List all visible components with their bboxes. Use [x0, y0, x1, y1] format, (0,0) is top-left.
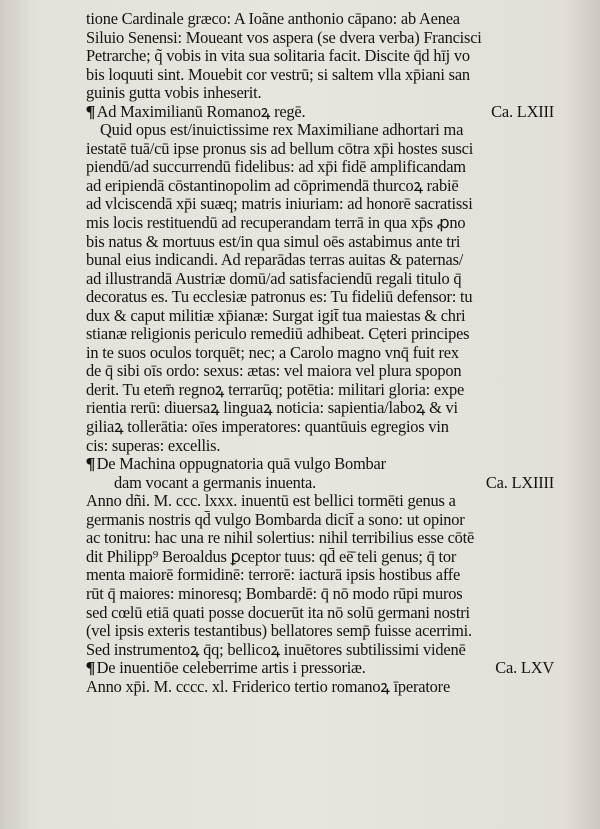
text-column: [86, 10, 562, 696]
text-line: rūt q̄ maiores: minoresq; Bombardē: q̄ nō modo rūpi muros: [86, 584, 463, 603]
text-line: derit. Tu etem̄ regnoꝝ terrarūq; potētia: militari gloria: expe: [86, 380, 465, 399]
chapter-number: Ca. LXIIII: [485, 472, 554, 492]
text-line: dit Philipp⁹ Beroaldus ꝑceptor tuus: qd̄ eē̄ teli genus; q̄ tor: [86, 547, 457, 566]
text-line: sed cœlū etiā quati posse docuerūt ita nō solū germani nostri: [86, 603, 470, 622]
text-line: bunal eius indicandi. Ad reparādas terras auitas & paternas/: [86, 251, 464, 270]
text-line: in te suos oculos torquēt; nec; a Carolo magno vnq̄ fuit rex: [86, 343, 459, 362]
text-line: Anno dñi. M. ccc. lxxx. inuentū est bellici tormēti genus a: [86, 492, 456, 511]
pilcrow-icon: ¶: [85, 454, 96, 474]
chapter-number: Ca. LXV: [495, 658, 554, 678]
text-line: Sed instrumentoꝝ q̄q; bellicoꝝ inuētores subtilissimi videnē: [86, 640, 466, 659]
text-line: (vel ipsis exteris testantibus) bellatores semp̄ fuisse acerrimi.: [86, 622, 472, 641]
text-line: ad illustrandā Austriæ domū/ad satisfaciendū regali titulo q̄: [86, 269, 462, 288]
text-line: guinis gutta vobis inheserit.: [86, 84, 262, 103]
text-line: germanis nostris qd̄ vulgo Bombarda dicit̄ a sono: ut opinor: [86, 510, 465, 529]
text-line: ad vlciscendā xp̄i suæq; matris iniuriam: ad honorē sacratissi: [86, 195, 473, 214]
heading-text: dam vocant a germanis inuenta.: [114, 473, 316, 492]
heading-text: De Machina oppugnatoria quā vulgo Bombar: [96, 454, 386, 474]
section-heading: [86, 659, 562, 678]
text-line: ac tonitru: hac una re nihil solertius: nihil terribilius esse cōtē: [86, 529, 475, 548]
text-line: Petrarche; q̃ vobis in vita sua solitaria facit. Discite q̄d hīj vo: [86, 47, 470, 66]
text-line: decoratus es. Tu ecclesiæ patronus es: Tu fideliū defensor: tu: [86, 288, 473, 307]
text-line: Siluio Senensi: Moueant vos aspera (se dvera verba) Francisci: [86, 28, 482, 47]
text-line: rientia rerū: diuersaꝝ linguaꝝ noticia: sapientia/laboꝝ & vi: [86, 399, 458, 418]
text-line: bis natus & mortuus est/in qua simul oēs astabimus ante tri: [86, 232, 461, 251]
text-line: dux & caput militiæ xp̄ianæ: Surgat igit̄ tua maiestas & chri: [86, 306, 466, 325]
text-line: de q̄ sibi oīs ordo: sexus: ætas: vel maiora vel plura spopon: [86, 362, 462, 381]
text-line: stianæ religionis periculo remediū adhibeat. Cęteri principes: [86, 325, 470, 344]
heading-text: De inuentiōe celeberrime artis i pressoriæ.: [96, 658, 366, 678]
chapter-number: Ca. LXIII: [491, 101, 554, 121]
section-heading: [86, 103, 562, 122]
pilcrow-icon: ¶: [85, 101, 96, 121]
section-heading: [86, 455, 562, 474]
text-line: menta maiorē formidinē: terrorē: iacturā ipsis hostibus affe: [86, 566, 461, 585]
text-line: Quid opus est/inuictissime rex Maximiliane adhortari ma: [100, 121, 464, 140]
heading-text: Ad Maximilianū Romanoꝝ regē.: [96, 101, 306, 121]
text-line: piendū/ad succurrendū fidelibus: ad xp̄i fidē amplificandam: [86, 158, 466, 177]
section-heading-continued: [86, 474, 562, 493]
text-line: iestatē tuā/cū ipse pronus sis ad bellum cōtra xp̄i hostes susci: [86, 139, 474, 158]
text-line: mis locis restituendū ad recuperandam terrā in qua xp̄s ꝓno: [86, 214, 466, 233]
pilcrow-icon: ¶: [85, 658, 96, 678]
text-line: giliaꝝ tollerātia: oīes imperatores: quantūuis egregios vin: [86, 418, 449, 437]
text-line: Anno xp̄i. M. cccc. xl. Friderico tertio romanoꝝ īperatore: [86, 677, 451, 696]
text-line: cis: superas: excellis.: [86, 436, 221, 455]
text-line: ad eripiendā cōstantinopolim ad cōprimendā thurcoꝝ rabiē: [86, 176, 459, 195]
text-line: bis loquuti sint. Mouebit cor vestrū; si saltem vlla xp̄iani san: [86, 65, 470, 84]
text-line: tione Cardinale græco: A Ioãne anthonio cāpano: ab Aenea: [86, 10, 460, 28]
